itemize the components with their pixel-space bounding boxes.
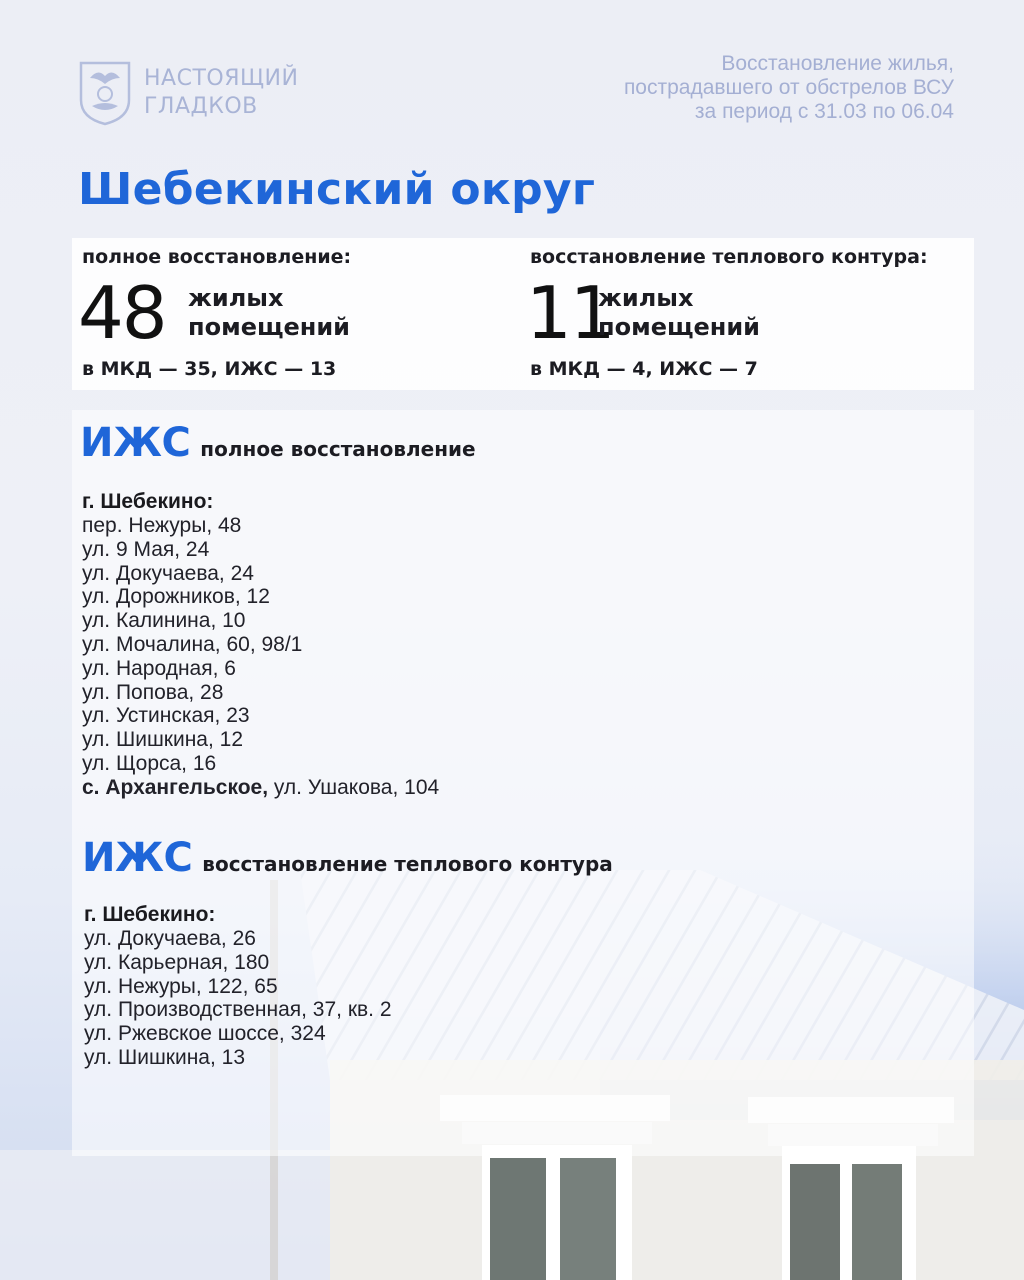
section-head-full bbox=[80, 420, 476, 466]
stat-detail: в МКД — 4, ИЖС — 7 bbox=[530, 358, 758, 380]
address-list-thermal bbox=[84, 903, 392, 1070]
stat-detail: в МКД — 35, ИЖС — 13 bbox=[82, 358, 337, 380]
stat-number: 48 bbox=[78, 271, 166, 355]
list-item: ул. Ржевское шоссе, 324 bbox=[84, 1022, 326, 1046]
stat-unit-line-1: жилых bbox=[188, 284, 284, 312]
logo-line-1: НАСТОЯЩИЙ bbox=[144, 66, 299, 91]
list-item: ул. Народная, 6 bbox=[82, 656, 236, 680]
caption-line-1: Восстановление жилья, bbox=[721, 52, 954, 75]
stat-label: восстановление теплового контура: bbox=[530, 246, 928, 268]
list-item: ул. Щорса, 16 bbox=[82, 751, 217, 775]
stat-unit-line-1: жилых bbox=[598, 284, 694, 312]
list-item: ул. Устинская, 23 bbox=[82, 704, 250, 728]
logo-line-2: ГЛАДКОВ bbox=[144, 94, 258, 119]
list-item: ул. Карьерная, 180 bbox=[84, 950, 270, 974]
stat-number: 11 bbox=[526, 271, 614, 355]
list-item: ул. Шишкина, 12 bbox=[82, 728, 244, 752]
city-name: г. Шебекино: bbox=[84, 903, 216, 926]
list-item: ул. Нежуры, 122, 65 bbox=[84, 974, 278, 998]
section-badge: ИЖС bbox=[82, 835, 193, 881]
stat-unit bbox=[188, 284, 350, 342]
list-item: ул. Попова, 28 bbox=[82, 680, 224, 704]
list-item: пер. Нежуры, 48 bbox=[82, 514, 242, 537]
stat-label: полное восстановление: bbox=[82, 246, 352, 268]
list-item: ул. 9 Мая, 24 bbox=[82, 537, 210, 561]
address-list-full bbox=[82, 490, 439, 800]
caption-line-3: за период с 31.03 по 06.04 bbox=[694, 100, 954, 123]
section-caption: восстановление теплового контура bbox=[202, 852, 613, 876]
district-title: Шебекинский округ bbox=[78, 164, 596, 215]
header-caption bbox=[434, 52, 954, 124]
list-item: ул. Производственная, 37, кв. 2 bbox=[84, 998, 392, 1022]
list-item: ул. Докучаева, 26 bbox=[84, 927, 256, 950]
list-item: ул. Мочалина, 60, 98/1 bbox=[82, 632, 303, 656]
section-badge: ИЖС bbox=[80, 420, 191, 466]
stat-unit-line-2: помещений bbox=[188, 313, 350, 341]
coat-of-arms-icon bbox=[78, 60, 132, 126]
stats-panel bbox=[72, 238, 974, 390]
stat-thermal-restoration bbox=[526, 238, 970, 390]
list-item: ул. Калинина, 10 bbox=[82, 609, 246, 633]
list-item-extra bbox=[82, 776, 439, 800]
village-name: с. Архангельское, bbox=[82, 775, 269, 799]
stat-full-restoration bbox=[78, 238, 522, 390]
list-item: ул. Докучаева, 24 bbox=[82, 561, 254, 585]
list-item: ул. Дорожников, 12 bbox=[82, 585, 270, 609]
list-item: ул. Шишкина, 13 bbox=[84, 1045, 246, 1069]
caption-line-2: пострадавшего от обстрелов ВСУ bbox=[623, 76, 954, 99]
section-caption: полное восстановление bbox=[200, 437, 476, 461]
village-address: ул. Ушакова, 104 bbox=[273, 775, 440, 799]
header-logo bbox=[78, 58, 338, 128]
section-head-thermal bbox=[82, 835, 613, 881]
stat-unit bbox=[598, 284, 760, 342]
city-name: г. Шебекино: bbox=[82, 490, 214, 513]
stat-unit-line-2: помещений bbox=[598, 313, 760, 341]
